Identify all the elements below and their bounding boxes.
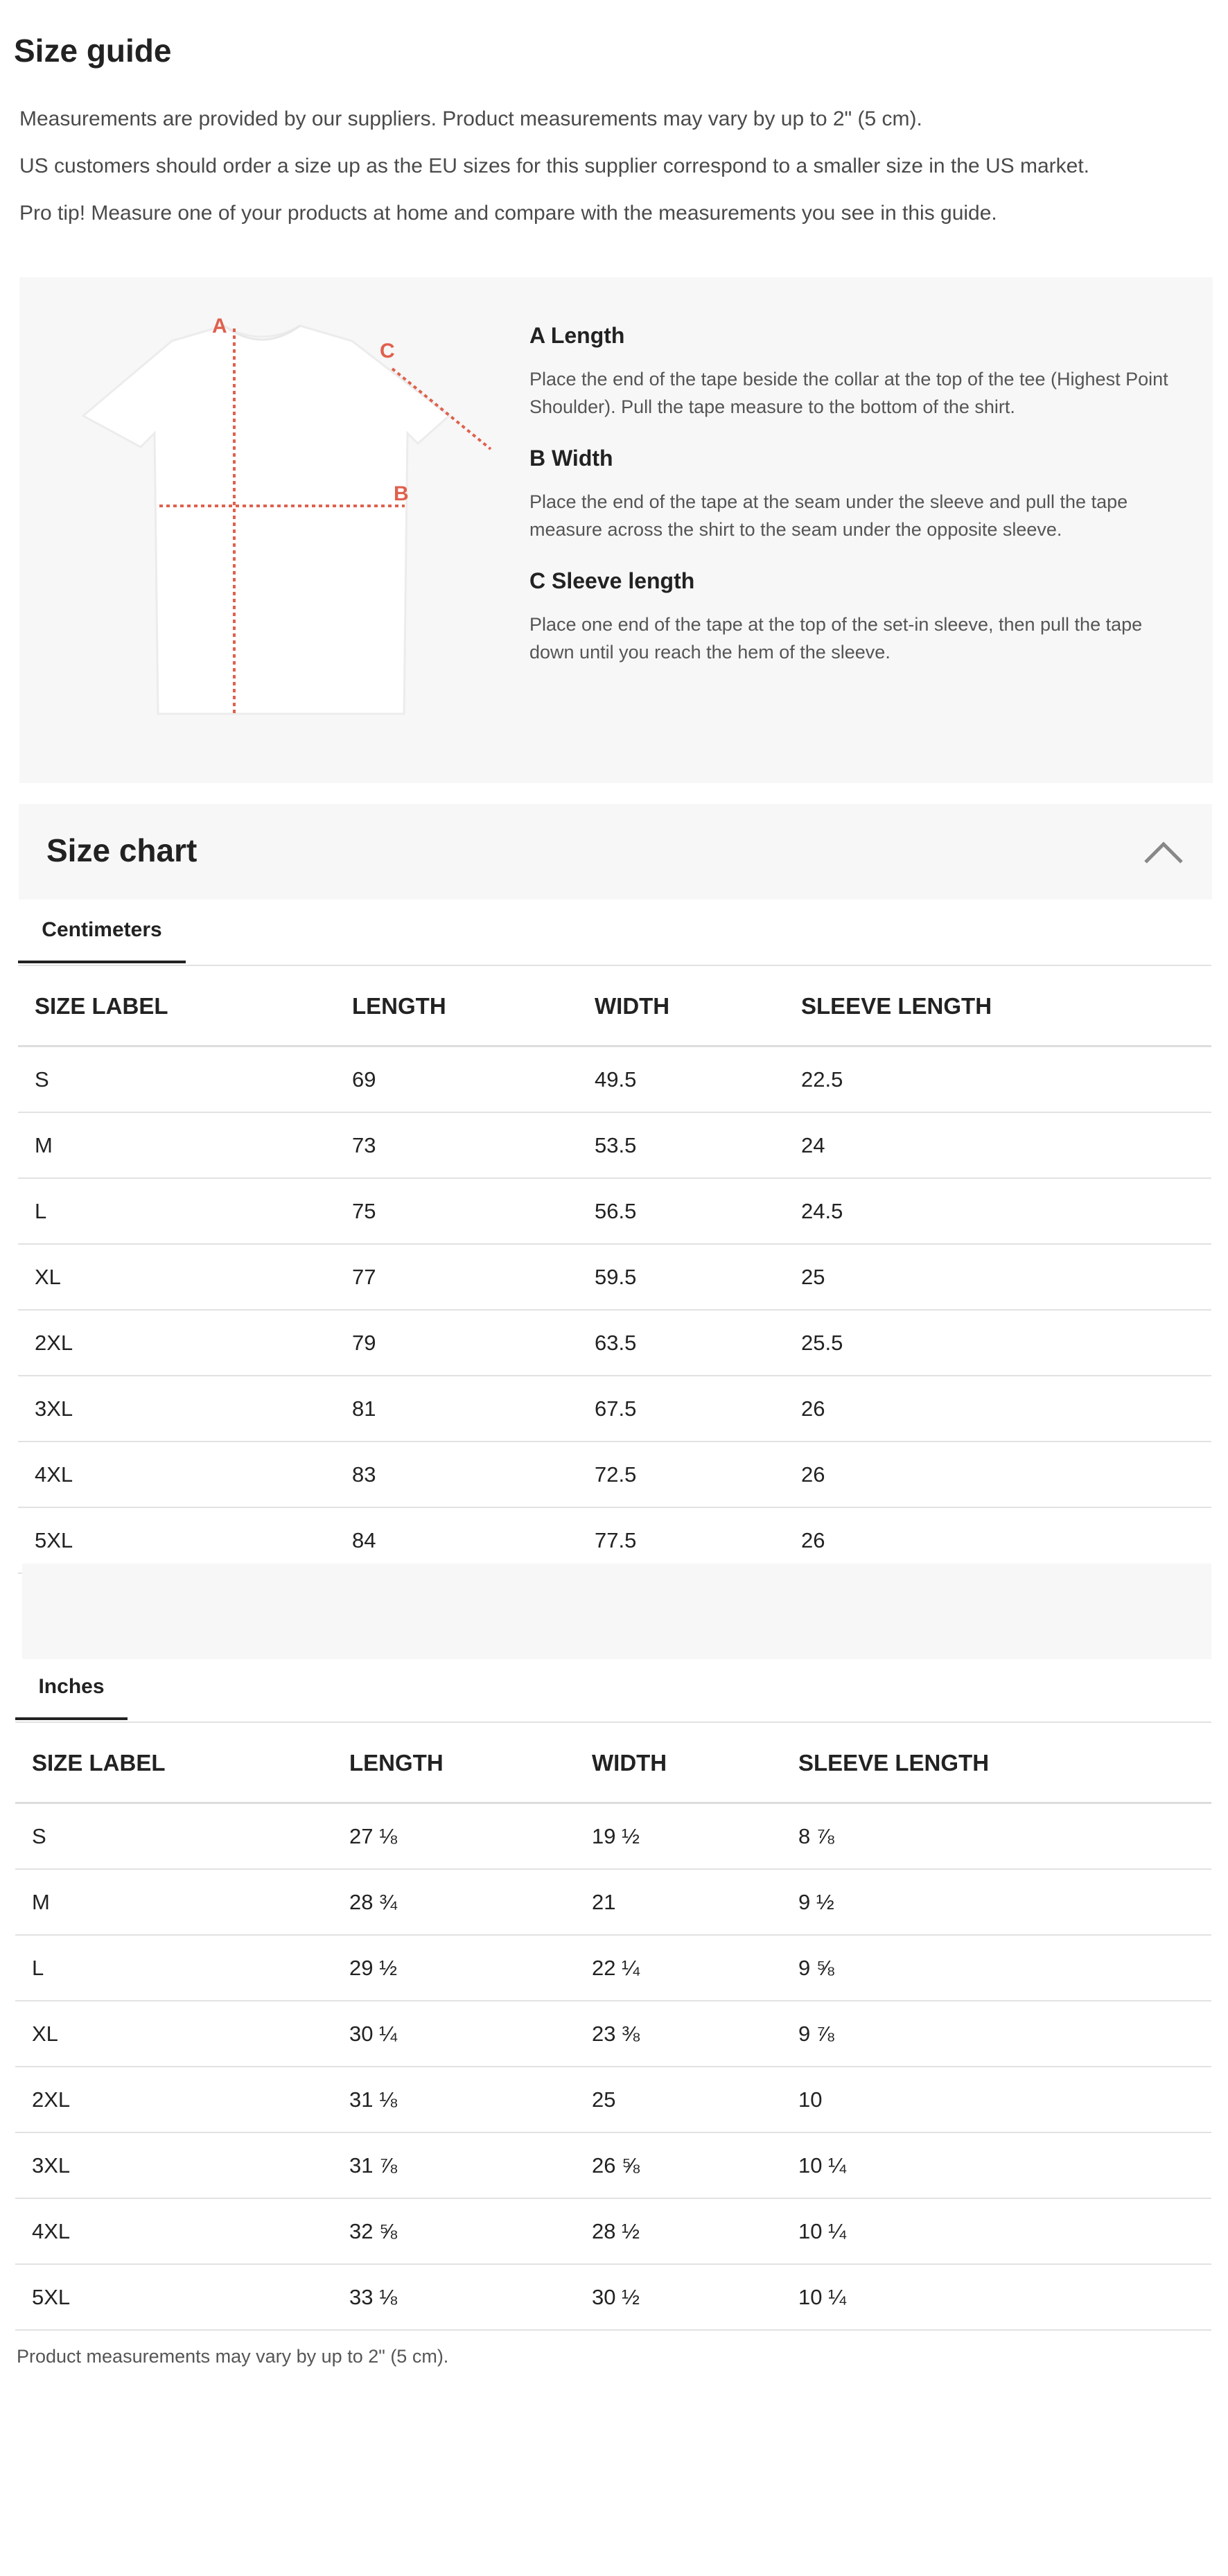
cell-sleeve-length: 24.5 <box>784 1178 1211 1244</box>
cell-size-label: M <box>18 1112 335 1178</box>
col-length: LENGTH <box>335 967 578 1046</box>
col-size-label: SIZE LABEL <box>15 1724 333 1803</box>
cell-length: 27 ⅛ <box>333 1803 575 1870</box>
measure-desc-sleeve: Place one end of the tape at the top of the set-in sleeve, then pull the tape down until you reach the hem of the sleeve. <box>529 614 1143 663</box>
label-a: A <box>212 315 227 338</box>
col-sleeve-length: SLEEVE LENGTH <box>782 1724 1211 1803</box>
cell-sleeve-length: 9 ⅝ <box>782 1935 1211 2001</box>
measure-heading-sleeve: C Sleeve length <box>529 568 695 593</box>
cell-width: 77.5 <box>578 1507 784 1573</box>
cell-sleeve-length: 9 ⅞ <box>782 2001 1211 2067</box>
cell-size-label: XL <box>15 2001 333 2067</box>
cell-width: 26 ⅝ <box>575 2132 782 2198</box>
table-row <box>15 1869 1211 1935</box>
cell-size-label: 5XL <box>18 1507 335 1573</box>
measure-heading-length: A Length <box>529 323 625 348</box>
cell-sleeve-length: 10 ¼ <box>782 2132 1211 2198</box>
col-width: WIDTH <box>575 1724 782 1803</box>
cell-sleeve-length: 26 <box>784 1442 1211 1507</box>
footnote: Product measurements may vary by up to 2" (5 cm). <box>17 2346 449 2367</box>
cell-sleeve-length: 8 ⅞ <box>782 1803 1211 1870</box>
cell-length: 32 ⅝ <box>333 2198 575 2264</box>
label-b: B <box>394 482 409 505</box>
section-divider <box>22 1563 1211 1659</box>
cell-sleeve-length: 10 ¼ <box>782 2198 1211 2264</box>
cell-length: 84 <box>335 1507 578 1573</box>
cell-width: 56.5 <box>578 1178 784 1244</box>
tshirt-shape <box>83 326 449 714</box>
intro-text: Pro tip! Measure one of your products at home and compare with the measurements you see in this guide. <box>19 202 997 225</box>
table-body <box>15 1803 1211 2331</box>
cell-size-label: 4XL <box>15 2198 333 2264</box>
cell-width: 21 <box>575 1869 782 1935</box>
cell-width: 67.5 <box>578 1376 784 1442</box>
cell-length: 75 <box>335 1178 578 1244</box>
cell-sleeve-length: 22.5 <box>784 1046 1211 1113</box>
table-row <box>18 1046 1211 1113</box>
cell-length: 29 ½ <box>333 1935 575 2001</box>
cell-size-label: 3XL <box>18 1376 335 1442</box>
measure-desc-width: Place the end of the tape at the seam under the sleeve and pull the tape measure across the shirt to the seam under the opposite sleeve. <box>529 491 1128 540</box>
measure-heading-width: B Width <box>529 446 613 471</box>
cell-width: 22 ¼ <box>575 1935 782 2001</box>
cell-width: 23 ⅜ <box>575 2001 782 2067</box>
cell-sleeve-length: 10 ¼ <box>782 2264 1211 2330</box>
chevron-up-icon[interactable] <box>1143 839 1184 866</box>
cell-length: 77 <box>335 1244 578 1310</box>
cell-size-label: 3XL <box>15 2132 333 2198</box>
cell-length: 69 <box>335 1046 578 1113</box>
table-row <box>15 2198 1211 2264</box>
intro-text: US customers should order a size up as the EU sizes for this supplier correspond to a smaller size in the US market. <box>19 155 1089 177</box>
table-header-row <box>15 1724 1211 1803</box>
cell-width: 53.5 <box>578 1112 784 1178</box>
table-row <box>18 1178 1211 1244</box>
cell-size-label: 2XL <box>18 1310 335 1376</box>
page-title: Size guide <box>14 33 172 69</box>
cell-length: 83 <box>335 1442 578 1507</box>
cell-width: 28 ½ <box>575 2198 782 2264</box>
size-chart-title: Size chart <box>46 832 198 868</box>
label-c: C <box>380 340 395 362</box>
cell-width: 30 ½ <box>575 2264 782 2330</box>
table-row <box>18 1376 1211 1442</box>
cell-sleeve-length: 10 <box>782 2067 1211 2132</box>
table-row <box>18 1442 1211 1507</box>
size-table-in <box>15 1724 1211 2331</box>
table-row <box>15 1803 1211 1870</box>
measurement-descriptions <box>529 323 1174 691</box>
size-chart-header[interactable] <box>19 804 1212 900</box>
table-row <box>15 2067 1211 2132</box>
cell-size-label: S <box>18 1046 335 1113</box>
col-size-label: SIZE LABEL <box>18 967 335 1046</box>
cell-size-label: M <box>15 1869 333 1935</box>
cell-width: 25 <box>575 2067 782 2132</box>
cell-size-label: 4XL <box>18 1442 335 1507</box>
table-row <box>15 2264 1211 2330</box>
table-row <box>18 1310 1211 1376</box>
cell-width: 63.5 <box>578 1310 784 1376</box>
cell-length: 73 <box>335 1112 578 1178</box>
cell-sleeve-length: 25.5 <box>784 1310 1211 1376</box>
cell-size-label: S <box>15 1803 333 1870</box>
cell-size-label: XL <box>18 1244 335 1310</box>
cell-sleeve-length: 26 <box>784 1507 1211 1573</box>
cell-sleeve-length: 9 ½ <box>782 1869 1211 1935</box>
size-table-cm <box>18 967 1211 1574</box>
cell-size-label: 2XL <box>15 2067 333 2132</box>
unit-tabs-cm <box>18 900 1211 966</box>
col-sleeve-length: SLEEVE LENGTH <box>784 967 1211 1046</box>
tshirt-image <box>61 312 518 728</box>
cell-size-label: 5XL <box>15 2264 333 2330</box>
tshirt-diagram <box>61 312 518 728</box>
cell-sleeve-length: 26 <box>784 1376 1211 1442</box>
cell-length: 31 ⅛ <box>333 2067 575 2132</box>
measure-desc-length: Place the end of the tape beside the collar at the top of the tee (Highest Point Shoulder). Pull the tape measure to the bottom of the shirt. <box>529 369 1168 417</box>
table-row <box>18 1112 1211 1178</box>
cell-size-label: L <box>18 1178 335 1244</box>
intro-text: Measurements are provided by our suppliers. Product measurements may vary by up to 2" (5 cm). <box>19 107 922 130</box>
cell-width: 59.5 <box>578 1244 784 1310</box>
cell-length: 79 <box>335 1310 578 1376</box>
cell-width: 72.5 <box>578 1442 784 1507</box>
cell-length: 31 ⅞ <box>333 2132 575 2198</box>
cell-length: 33 ⅛ <box>333 2264 575 2330</box>
cell-length: 81 <box>335 1376 578 1442</box>
cell-width: 49.5 <box>578 1046 784 1113</box>
cell-sleeve-length: 25 <box>784 1244 1211 1310</box>
cell-length: 30 ¼ <box>333 2001 575 2067</box>
tab-centimeters[interactable]: Centimeters <box>18 900 186 963</box>
table-row <box>15 2132 1211 2198</box>
col-width: WIDTH <box>578 967 784 1046</box>
cell-sleeve-length: 24 <box>784 1112 1211 1178</box>
table-row <box>15 2001 1211 2067</box>
table-row <box>18 1244 1211 1310</box>
measurement-guide <box>19 277 1213 783</box>
cell-width: 19 ½ <box>575 1803 782 1870</box>
table-row <box>15 1935 1211 2001</box>
table-body <box>18 1046 1211 1574</box>
col-length: LENGTH <box>333 1724 575 1803</box>
cell-length: 28 ¾ <box>333 1869 575 1935</box>
cell-size-label: L <box>15 1935 333 2001</box>
unit-tabs-in <box>15 1656 1211 1723</box>
tab-inches[interactable]: Inches <box>15 1656 128 1720</box>
table-header-row <box>18 967 1211 1046</box>
